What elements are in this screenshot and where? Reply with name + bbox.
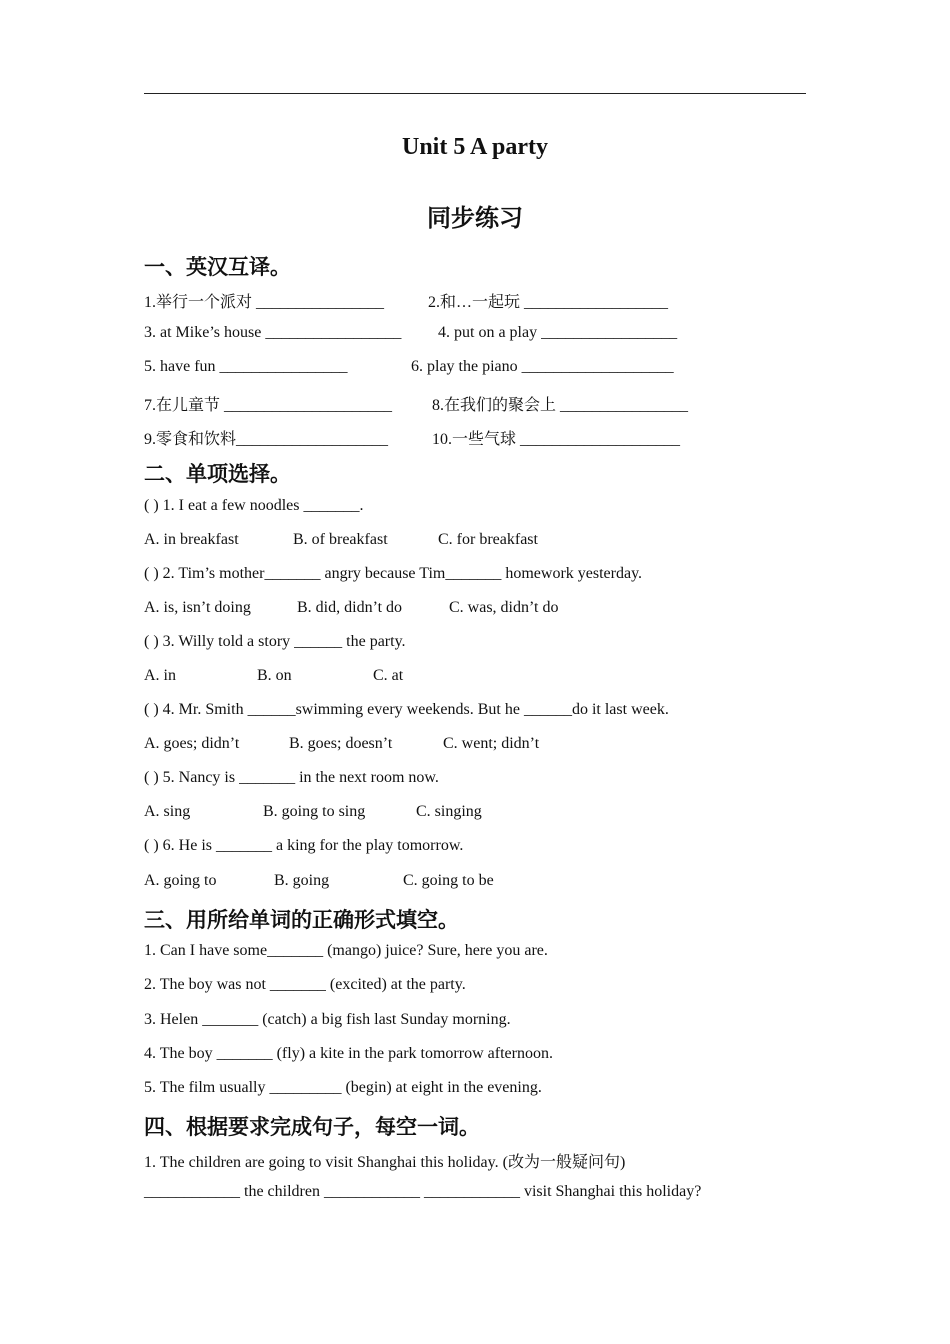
s4-item-1-answer: ____________ the children ____________ ____________ visit Shanghai this holiday? [144, 1183, 702, 1200]
page-subtitle: 同步练习 [427, 206, 523, 232]
s2-q6-stem: ( ) 6. He is _______ a king for the play tomorrow. [144, 837, 464, 854]
s2-q3-option-b: B. on [257, 667, 292, 684]
s2-q6-option-c: C. going to be [403, 872, 494, 889]
s2-q4-stem: ( ) 4. Mr. Smith ______swimming every weekends. But he ______do it last week. [144, 701, 669, 718]
s2-q5-stem: ( ) 5. Nancy is _______ in the next room now. [144, 769, 439, 786]
s3-item-4: 4. The boy _______ (fly) a kite in the park tomorrow afternoon. [144, 1045, 553, 1062]
section-2-heading: 二、单项选择。 [144, 462, 291, 486]
s1-item-7: 7.在儿童节 _____________________ [144, 397, 393, 414]
s1-item-8: 8.在我们的聚会上 ________________ [432, 397, 689, 414]
s3-item-1: 1. Can I have some_______ (mango) juice? Sure, here you are. [144, 942, 548, 959]
s2-q3-option-c: C. at [373, 667, 404, 684]
s3-item-5: 5. The film usually _________ (begin) at eight in the evening. [144, 1079, 542, 1096]
section-3-heading: 三、用所给单词的正确形式填空。 [144, 908, 459, 932]
s1-item-10: 10.一些气球 ____________________ [432, 431, 681, 448]
s1-item-3: 3. at Mike’s house _________________ [144, 324, 402, 341]
s1-item-6: 6. play the piano ___________________ [411, 358, 674, 375]
s1-item-5: 5. have fun ________________ [144, 358, 348, 375]
s2-q2-option-b: B. did, didn’t do [297, 599, 403, 616]
s2-q1-option-b: B. of breakfast [293, 531, 388, 548]
s2-q1-option-a: A. in breakfast [144, 531, 239, 548]
s2-q6-option-a: A. going to [144, 872, 217, 889]
s2-q5-option-a: A. sing [144, 803, 191, 820]
s2-q3-option-a: A. in [144, 667, 176, 684]
section-4-heading: 四、根据要求完成句子，每空一词。 [144, 1115, 480, 1139]
s4-item-1: 1. The children are going to visit Shanghai this holiday. (改为一般疑问句) [144, 1154, 626, 1171]
s2-q5-option-b: B. going to sing [263, 803, 366, 820]
s2-q5-option-c: C. singing [416, 803, 482, 820]
s1-item-1: 1.举行一个派对 ________________ [144, 294, 385, 311]
s3-item-2: 2. The boy was not _______ (excited) at the party. [144, 976, 466, 993]
page-title: Unit 5 A party [401, 134, 548, 160]
s2-q3-stem: ( ) 3. Willy told a story ______ the party. [144, 633, 406, 650]
s3-item-3: 3. Helen _______ (catch) a big fish last Sunday morning. [144, 1011, 511, 1028]
s2-q4-option-c: C. went; didn’t [443, 735, 540, 752]
s1-item-2: 2.和…一起玩 __________________ [428, 294, 669, 311]
s2-q2-stem: ( ) 2. Tim’s mother_______ angry because Tim_______ homework yesterday. [144, 565, 643, 582]
s2-q2-option-a: A. is, isn’t doing [144, 599, 251, 616]
s2-q1-option-c: C. for breakfast [438, 531, 538, 548]
header-rule [144, 93, 806, 94]
s2-q4-option-a: A. goes; didn’t [144, 735, 240, 752]
s1-item-4: 4. put on a play _________________ [438, 324, 678, 341]
s1-item-9: 9.零食和饮料___________________ [144, 431, 389, 448]
section-1-heading: 一、英汉互译。 [144, 255, 291, 279]
s2-q6-option-b: B. going [274, 872, 330, 889]
s2-q2-option-c: C. was, didn’t do [449, 599, 559, 616]
s2-q1-stem: ( ) 1. I eat a few noodles _______. [144, 497, 364, 514]
s2-q4-option-b: B. goes; doesn’t [289, 735, 393, 752]
